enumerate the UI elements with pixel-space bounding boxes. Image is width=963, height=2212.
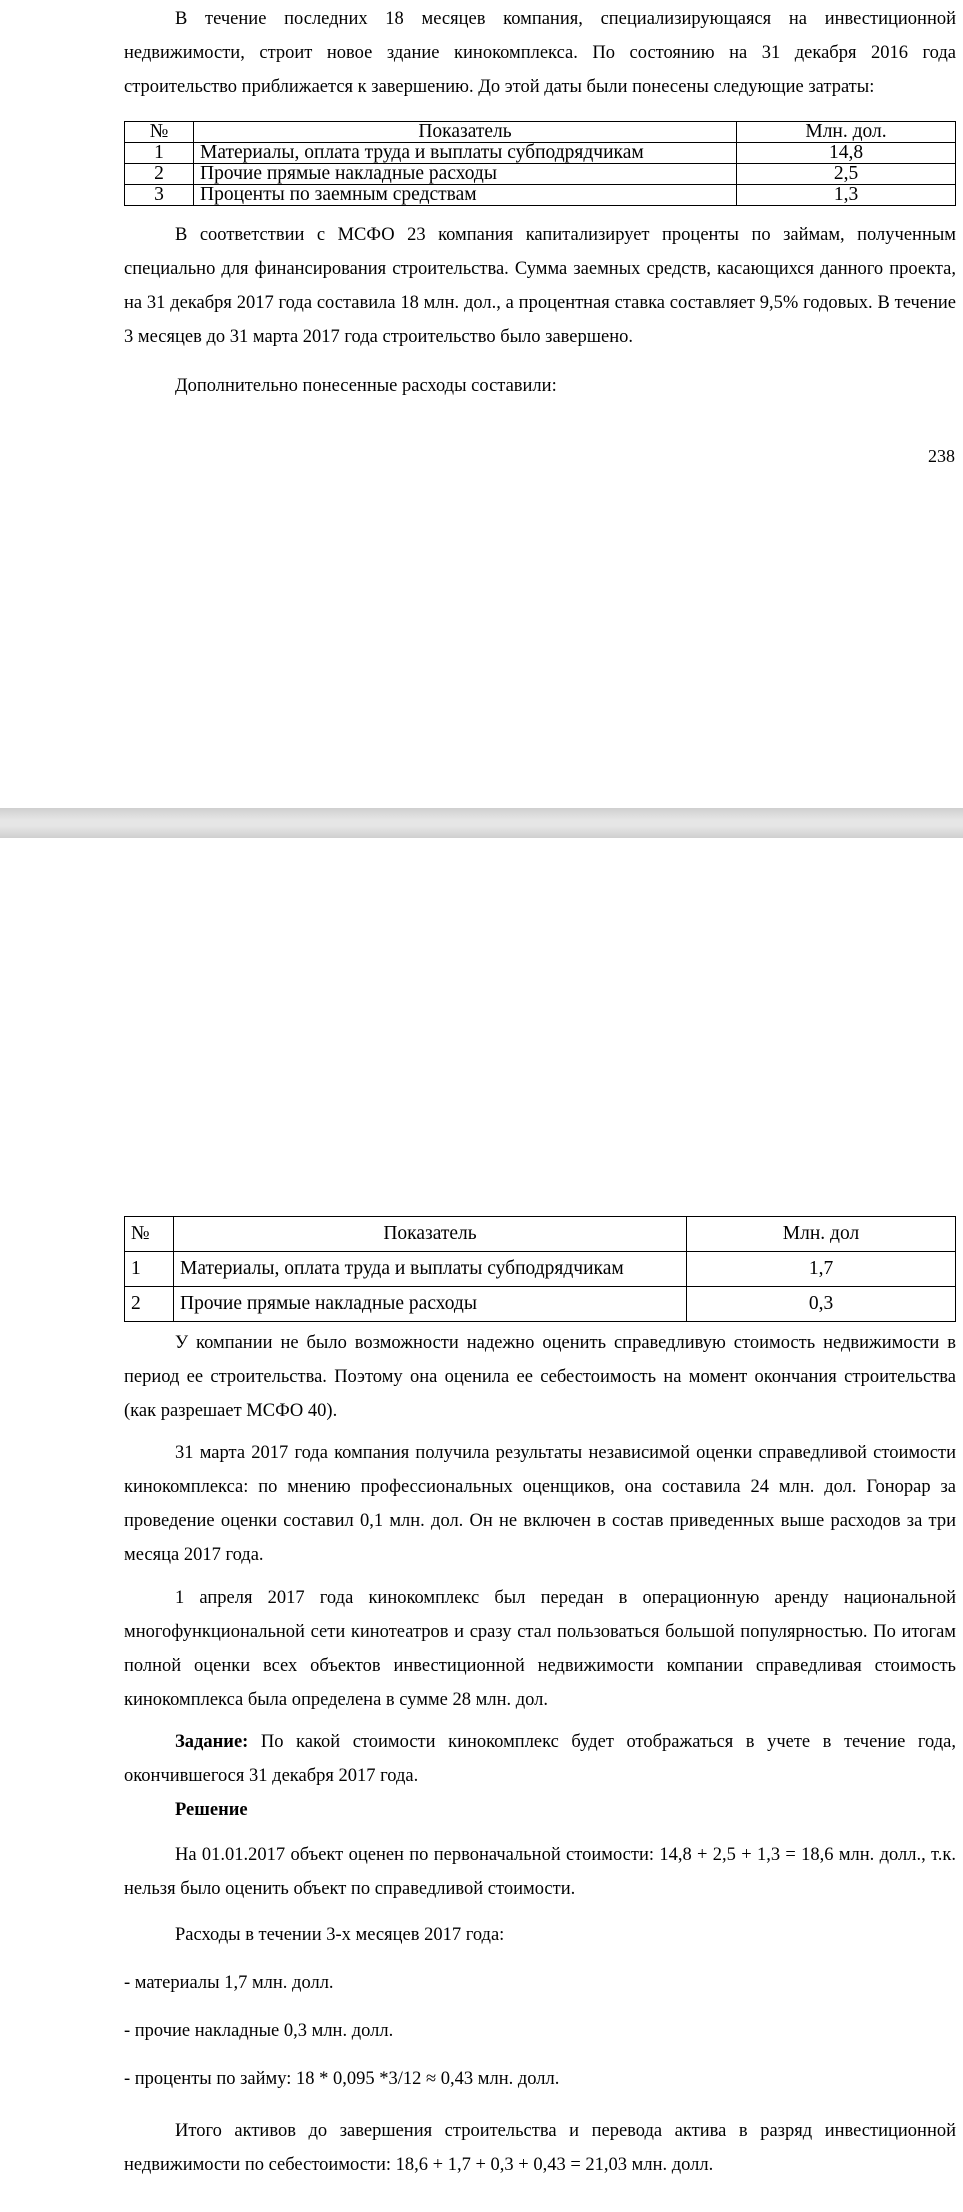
table-header-cell: №: [125, 1217, 174, 1252]
task-paragraph: [124, 1725, 956, 1793]
table-cell: Прочие прямые накладные расходы: [174, 1287, 687, 1322]
table-row: [125, 1287, 956, 1322]
additional-costs-paragraph: Дополнительно понесенные расходы составили:: [175, 376, 557, 396]
table-header-cell: Млн. дол.: [737, 122, 956, 143]
solution-step-4: - прочие накладные 0,3 млн. долл.: [124, 2021, 394, 2041]
costs-table: [124, 121, 956, 206]
table-row: [125, 143, 956, 164]
solution-step-5: - проценты по займу: 18 * 0,095 *3/12 ≈ 0,43 млн. долл.: [124, 2069, 560, 2089]
table-row: [125, 185, 956, 206]
additional-costs-table: [124, 1216, 956, 1322]
solution-step-1: На 01.01.2017 объект оценен по первоначальной стоимости: 14,8 + 2,5 + 1,3 = 18,6 млн. долл., т.к. нельзя было оценить объект по справедливой стоимости.: [124, 1845, 956, 1899]
lease-paragraph: 1 апреля 2017 года кинокомплекс был передан в операционную аренду национальной многофункциональной сети кинотеатров и сразу стал пользоваться большой популярностью. По итогам полной оценки всех объектов инвестиционной недвижимости компании справедливая стоимость кинокомплекса была определена в сумме 28 млн. дол.: [124, 1588, 956, 1710]
table-cell: 14,8: [737, 143, 956, 164]
solution-step-2: Расходы в течении 3-х месяцев 2017 года:: [175, 1925, 505, 1945]
table-cell: Материалы, оплата труда и выплаты субподрядчикам: [174, 1252, 687, 1287]
fair-value-paragraph: У компании не было возможности надежно оценить справедливую стоимость недвижимости в период ее строительства. Поэтому она оценила ее себестоимость на момент окончания строительства (как разрешает МСФО 40).: [124, 1333, 956, 1421]
document-page-1: [0, 0, 963, 808]
capitalization-paragraph: В соответствии с МСФО 23 компания капитализирует проценты по займам, полученным специально для финансирования строительства. Сумма заемных средств, касающихся данного проекта, на 31 декабря 2017 года составила 18 млн. дол., а процентная ставка составляет 9,5% годовых. В течение 3 месяцев до 31 марта 2017 года строительство было завершено.: [124, 225, 956, 347]
table-header-row: [125, 122, 956, 143]
table-row: [125, 164, 956, 185]
appraisal-paragraph: 31 марта 2017 года компания получила результаты независимой оценки справедливой стоимости кинокомплекса: по мнению профессиональных оценщиков, она составила 24 млн. дол. Гонорар за проведение оценки составил 0,1 млн. дол. Он не включен в состав приведенных выше расходов за три месяца 2017 года.: [124, 1443, 956, 1565]
document-page-2: [0, 838, 963, 2212]
task-text: По какой стоимости кинокомплекс будет отображаться в учете в течение года, окончившегося 31 декабря 2017 года.: [124, 1732, 956, 1786]
table-cell: Проценты по заемным средствам: [194, 185, 737, 206]
page-separator: [0, 808, 963, 838]
table-cell: 2: [125, 164, 194, 185]
table-header-cell: Млн. дол: [687, 1217, 956, 1252]
table-header-cell: Показатель: [194, 122, 737, 143]
solution-step-6: Итого активов до завершения строительства и перевода актива в разряд инвестиционной недвижимости по себестоимости: 18,6 + 1,7 + 0,3 + 0,43 = 21,03 млн. долл.: [124, 2121, 956, 2175]
table-cell: Прочие прямые накладные расходы: [194, 164, 737, 185]
table-cell: 1: [125, 143, 194, 164]
table-cell: 2,5: [737, 164, 956, 185]
solution-step-3: - материалы 1,7 млн. долл.: [124, 1973, 334, 1993]
table-cell: 1,7: [687, 1252, 956, 1287]
table-cell: 2: [125, 1287, 174, 1322]
task-label: Задание:: [175, 1732, 249, 1752]
table-row: [125, 1252, 956, 1287]
table-cell: 1: [125, 1252, 174, 1287]
table-header-cell: №: [125, 122, 194, 143]
solution-title: Решение: [175, 1800, 248, 1820]
page-number: 238: [928, 446, 955, 466]
intro-paragraph: В течение последних 18 месяцев компания, специализирующаяся на инвестиционной недвижимости, строит новое здание кинокомплекса. По состоянию на 31 декабря 2016 года строительство приближается к завершению. До этой даты были понесены следующие затраты:: [124, 9, 956, 97]
table-cell: 1,3: [737, 185, 956, 206]
table-cell: 0,3: [687, 1287, 956, 1322]
table-header-row: [125, 1217, 956, 1252]
table-cell: Материалы, оплата труда и выплаты субподрядчикам: [194, 143, 737, 164]
table-cell: 3: [125, 185, 194, 206]
table-header-cell: Показатель: [174, 1217, 687, 1252]
